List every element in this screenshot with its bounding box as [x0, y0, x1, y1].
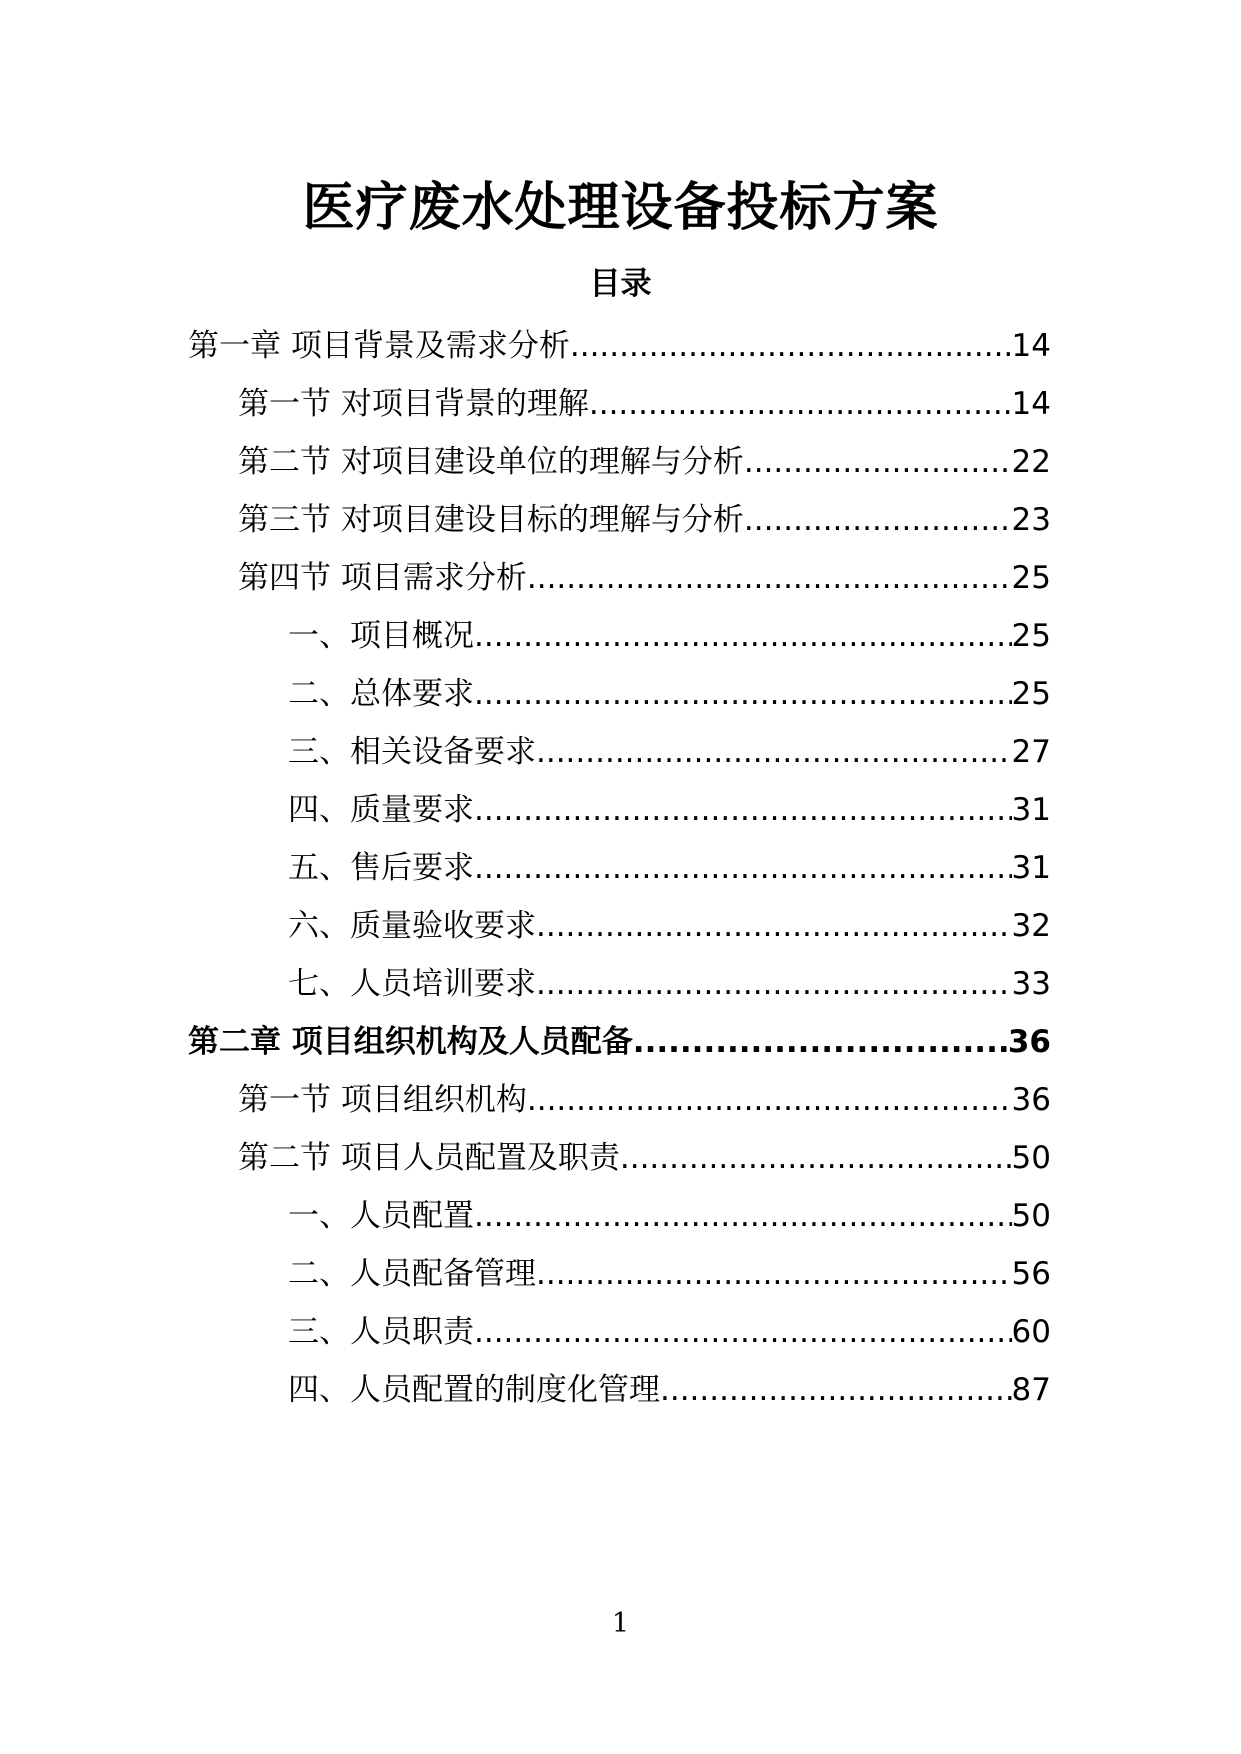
toc-entry-title: 一、人员配置 — [288, 1198, 474, 1234]
toc-entry-page: 36 — [1011, 1082, 1051, 1118]
toc-dot-leader — [474, 671, 1012, 717]
toc-dot-leader — [744, 439, 1012, 485]
toc-entry-title: 第二节 项目人员配置及职责 — [238, 1140, 620, 1176]
toc-entry-page: 31 — [1011, 792, 1051, 828]
toc-dot-leader — [536, 1251, 1012, 1297]
toc-dot-leader — [474, 845, 1012, 891]
toc-entry[interactable] — [238, 381, 1051, 427]
toc-dot-leader — [536, 903, 1012, 949]
toc-dot-leader — [744, 497, 1012, 543]
toc-entry-page: 56 — [1011, 1256, 1051, 1292]
toc-dot-leader — [660, 1367, 1012, 1413]
toc-entry-title: 三、相关设备要求 — [288, 734, 536, 770]
toc-entry-title: 四、人员配置的制度化管理 — [288, 1372, 660, 1408]
toc-dot-leader — [620, 1135, 1012, 1181]
toc-entry-page: 32 — [1011, 908, 1051, 944]
toc-entry[interactable] — [238, 439, 1051, 485]
toc-entry-page: 14 — [1011, 328, 1051, 364]
toc-entry[interactable] — [288, 1367, 1051, 1413]
toc-entry-title: 第一节 项目组织机构 — [238, 1082, 527, 1118]
toc-entry-title: 一、项目概况 — [288, 618, 474, 654]
toc-dot-leader — [589, 381, 1012, 427]
toc-entry[interactable] — [288, 1309, 1051, 1355]
toc-entry-page: 25 — [1011, 560, 1051, 596]
toc-entry[interactable] — [288, 729, 1051, 775]
toc-entry-title: 二、总体要求 — [288, 676, 474, 712]
toc-entry-title: 第三节 对项目建设目标的理解与分析 — [238, 502, 744, 538]
toc-entry[interactable] — [288, 1193, 1051, 1239]
toc-entry-page: 87 — [1011, 1372, 1051, 1408]
toc-entry[interactable] — [238, 1135, 1051, 1181]
toc-dot-leader — [527, 1077, 1012, 1123]
toc-entry-title: 四、质量要求 — [288, 792, 474, 828]
toc-dot-leader — [633, 1019, 1008, 1065]
toc-dot-leader — [474, 613, 1012, 659]
toc-entry[interactable] — [238, 497, 1051, 543]
toc-entry-page: 50 — [1011, 1140, 1051, 1176]
toc-dot-leader — [536, 961, 1012, 1007]
toc-entry-page: 25 — [1011, 618, 1051, 654]
toc-entry-title: 六、质量验收要求 — [288, 908, 536, 944]
toc-entry-title: 五、售后要求 — [288, 850, 474, 886]
toc-entry[interactable] — [188, 323, 1051, 369]
toc-entry-page: 50 — [1011, 1198, 1051, 1234]
toc-entry-title: 三、人员职责 — [288, 1314, 474, 1350]
toc-entry[interactable] — [288, 613, 1051, 659]
toc-entry-title: 第一章 项目背景及需求分析 — [188, 328, 570, 364]
toc-heading: 目录 — [589, 266, 652, 302]
toc-entry-page: 27 — [1011, 734, 1051, 770]
toc-entry-page: 36 — [1007, 1024, 1051, 1060]
toc-dot-leader — [474, 1309, 1012, 1355]
toc-entry[interactable] — [288, 845, 1051, 891]
toc-entry-title: 二、人员配备管理 — [288, 1256, 536, 1292]
toc-entry[interactable] — [288, 1251, 1051, 1297]
toc-entry[interactable] — [288, 961, 1051, 1007]
toc-entry[interactable] — [188, 1019, 1051, 1065]
toc-entry-title: 第二节 对项目建设单位的理解与分析 — [238, 444, 744, 480]
toc-entry-page: 60 — [1011, 1314, 1051, 1350]
toc-dot-leader — [527, 555, 1012, 601]
toc-entry[interactable] — [238, 555, 1051, 601]
toc-dot-leader — [474, 787, 1012, 833]
toc-entry-title: 第四节 项目需求分析 — [238, 560, 527, 596]
toc-entry-page: 23 — [1011, 502, 1051, 538]
toc-dot-leader — [570, 323, 1012, 369]
toc-dot-leader — [474, 1193, 1012, 1239]
toc-entry-title: 第二章 项目组织机构及人员配备 — [188, 1024, 633, 1060]
toc-entry-page: 25 — [1011, 676, 1051, 712]
toc-entry-page: 14 — [1011, 386, 1051, 422]
document-title: 医疗废水处理设备投标方案 — [302, 178, 939, 238]
toc-entry-page: 22 — [1011, 444, 1051, 480]
toc-entry-title: 七、人员培训要求 — [288, 966, 536, 1002]
toc-entry[interactable] — [288, 671, 1051, 717]
page-number: 1 — [611, 1608, 630, 1639]
toc-entry-page: 31 — [1011, 850, 1051, 886]
toc-entry-page: 33 — [1011, 966, 1051, 1002]
toc-entry[interactable] — [288, 787, 1051, 833]
toc-entry-title: 第一节 对项目背景的理解 — [238, 386, 589, 422]
toc-entry[interactable] — [238, 1077, 1051, 1123]
toc-dot-leader — [536, 729, 1012, 775]
toc-entry[interactable] — [288, 903, 1051, 949]
